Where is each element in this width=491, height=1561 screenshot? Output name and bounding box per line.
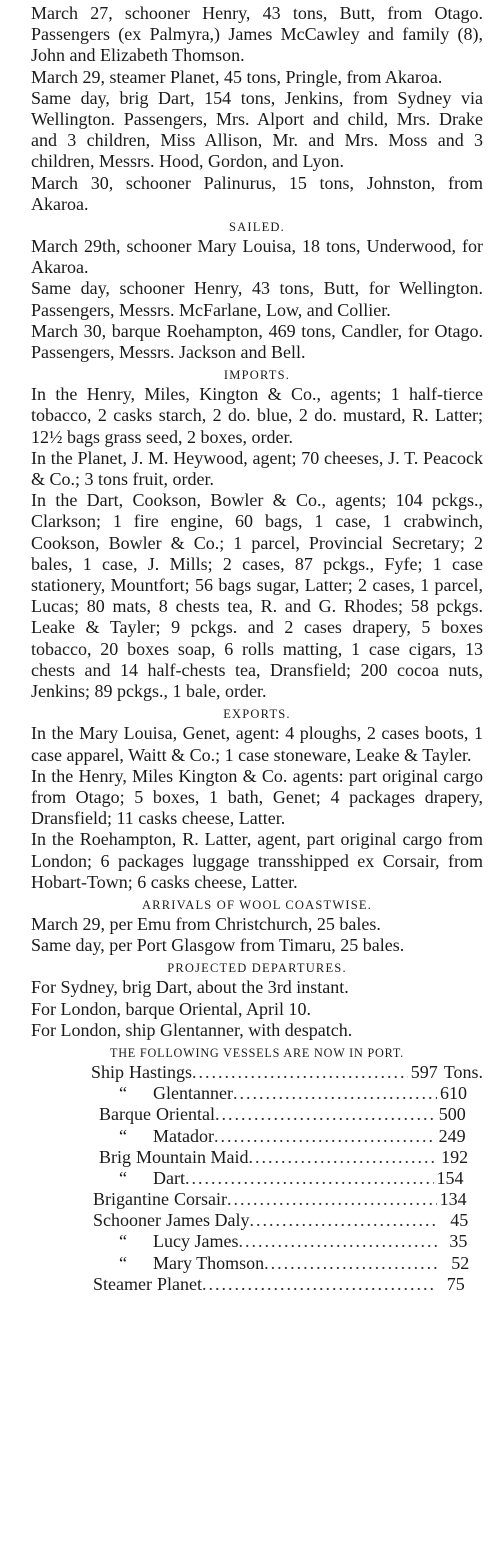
departure-entry: For London, barque Oriental, April 10. <box>31 998 311 1019</box>
wool-section <box>31 897 483 956</box>
vessel-tonnage: 45 <box>450 1210 469 1231</box>
dot-leader <box>233 1083 437 1104</box>
vessel-type: “ <box>119 1125 127 1146</box>
sailed-entry: March 29th, schooner Mary Louisa, 18 tons, Underwood, for Akaroa. <box>31 236 483 278</box>
dot-leader <box>249 1210 438 1231</box>
vessel-tonnage: 134 <box>439 1189 467 1210</box>
dot-leader <box>238 1231 437 1252</box>
arrival-entry: March 30, schooner Palinurus, 15 tons, Johnston, from Akaroa. <box>31 172 483 214</box>
sailed-section <box>31 219 483 363</box>
vessel-type: “ <box>119 1252 127 1273</box>
dot-leader <box>214 1126 436 1147</box>
export-entry: In the Roehampton, R. Latter, agent, part original cargo from London; 6 packages luggage transshipped ex Corsair, from Hobart-Town; 6 casks cheese, Latter. <box>31 829 483 892</box>
projected-departures-heading: PROJECTED DEPARTURES. <box>167 961 347 976</box>
vessel-tonnage: 75 <box>446 1273 465 1294</box>
vessels-in-port-list <box>31 1062 483 1295</box>
arrivals-section <box>31 3 483 215</box>
wool-entry: March 29, per Emu from Christchurch, 25 bales. <box>31 913 381 934</box>
vessels-in-port-section <box>31 1045 483 1295</box>
departure-entry: For London, ship Glentanner, with despatch. <box>31 1019 353 1040</box>
departure-entry: For Sydney, brig Dart, about the 3rd instant. <box>31 977 349 998</box>
vessel-row <box>31 1062 483 1083</box>
sailed-heading: SAILED. <box>229 220 285 235</box>
vessel-row <box>31 1189 483 1210</box>
sailed-entry: March 30, barque Roehampton, 469 tons, Candler, for Otago. Passengers, Messrs. Jackson and Bell. <box>31 320 483 363</box>
vessel-name: Planet <box>156 1273 202 1294</box>
vessel-type: Steamer <box>93 1273 152 1294</box>
vessel-tonnage: 610 <box>440 1083 467 1104</box>
vessels-in-port-heading: THE FOLLOWING VESSELS ARE NOW IN PORT. <box>109 1045 405 1060</box>
vessel-row <box>31 1126 483 1147</box>
vessel-type: Ship <box>91 1061 125 1082</box>
vessel-name: Dart <box>153 1167 185 1188</box>
vessel-row <box>31 1231 483 1252</box>
dot-leader <box>215 1104 436 1125</box>
vessel-name: Hastings <box>129 1061 193 1082</box>
vessel-type: Schooner <box>93 1210 161 1231</box>
vessel-name: James Daly <box>165 1210 250 1231</box>
export-entry: In the Mary Louisa, Genet, agent: 4 ploughs, 2 cases boots, 1 case apparel, Waitt & Co.; 1 case stoneware, Leake & Tayler. <box>31 723 483 765</box>
exports-heading: EXPORTS. <box>223 707 291 722</box>
vessel-type: “ <box>119 1231 127 1252</box>
imports-heading: IMPORTS. <box>223 368 291 383</box>
vessel-type: “ <box>119 1083 127 1104</box>
vessel-row <box>31 1083 483 1104</box>
vessel-name: Lucy James <box>153 1231 239 1252</box>
wool-heading: ARRIVALS OF WOOL COASTWISE. <box>141 897 373 912</box>
arrival-entry: March 27, schooner Henry, 43 tons, Butt, from Otago. Passengers (ex Palmyra,) James McCawley and family (8), John and Elizabeth Thomson. <box>31 3 483 66</box>
vessel-row <box>31 1168 483 1189</box>
vessel-tonnage: 154 <box>436 1167 464 1188</box>
dot-leader <box>202 1274 435 1295</box>
vessel-name: Corsair <box>173 1189 227 1210</box>
vessel-tonnage: 249 <box>438 1125 466 1146</box>
vessel-row <box>31 1104 483 1125</box>
dot-leader <box>227 1189 437 1210</box>
vessel-row <box>31 1147 483 1168</box>
vessel-tonnage: 500 <box>438 1104 466 1125</box>
vessel-tonnage: 35 <box>449 1231 468 1252</box>
vessel-type: Barque <box>99 1104 151 1125</box>
imports-section <box>31 367 483 702</box>
vessel-name: Mary Thomson <box>153 1252 265 1273</box>
dot-leader <box>192 1062 408 1083</box>
dot-leader <box>249 1147 439 1168</box>
vessel-tonnage: 192 <box>441 1146 469 1167</box>
dot-leader <box>264 1253 439 1274</box>
dot-leader <box>185 1168 434 1189</box>
import-entry: In the Planet, J. M. Heywood, agent; 70 cheeses, J. T. Peacock & Co.; 3 tons fruit, order. <box>31 447 483 490</box>
import-entry: In the Henry, Miles, Kington & Co., agents; 1 half-tierce tobacco, 2 casks starch, 2 do. blue, 2 do. mustard, R. Latter; 12½ bags grass seed, 2 boxes, order. <box>31 384 483 447</box>
projected-departures-section <box>31 960 483 1041</box>
import-entry: In the Dart, Cookson, Bowler & Co., agents; 104 pckgs., Clarkson; 1 fire engine, 60 bags, 1 case, 1 crabwinch, Cookson, Bowler & Co.; 1 parcel, Provincial Secretary; 2 bales, 1 case, J. Mills; 2 cases, 87 pckgs., Fyfe; 1 case stationery, Mountfort; 56 bags sugar, Latter; 2 cases, 1 parcel, Lucas; 80 mats, 8 chests tea, R. and G. Rhodes; 58 pckgs. Leake & Tayler; 9 pckgs. and 2 cases drapery, 5 boxes tobacco, 20 boxes soap, 6 rolls matting, 1 case cigars, 13 chests and 14 half-chests tea, Dransfield; 200 cocoa nuts, Jenkins; 89 pckgs., 1 bale, order. <box>31 490 483 702</box>
exports-section <box>31 706 483 893</box>
sailed-entry: Same day, schooner Henry, 43 tons, Butt, for Wellington. Passengers, Messrs. McFarlane, Low, and Collier. <box>31 278 483 320</box>
tonnage-unit: Tons. <box>443 1061 483 1082</box>
vessel-name: Mountain Maid <box>136 1146 249 1167</box>
vessel-name: Matador <box>153 1125 214 1146</box>
vessel-name: Oriental <box>155 1104 215 1125</box>
wool-entry: Same day, per Port Glasgow from Timaru, 25 bales. <box>31 935 405 956</box>
export-entry: In the Henry, Miles Kington & Co. agents: part original cargo from Otago; 5 boxes, 1 bath, Genet; 4 packages drapery, Dransfield; 11 casks cheese, Latter. <box>31 765 483 829</box>
vessel-tonnage: 52 <box>451 1252 470 1273</box>
vessel-type: Brigantine <box>93 1189 169 1210</box>
vessel-row <box>31 1253 483 1274</box>
vessel-row <box>31 1210 483 1231</box>
vessel-type: Brig <box>99 1146 132 1167</box>
vessel-tonnage: 597 <box>410 1061 438 1082</box>
vessel-name: Glentanner <box>153 1083 233 1104</box>
vessel-type: “ <box>119 1167 127 1188</box>
vessel-row <box>31 1274 483 1295</box>
arrival-entry: Same day, brig Dart, 154 tons, Jenkins, from Sydney via Wellington. Passengers, Mrs. Alport and child, Mrs. Drake and 3 children, Miss Allison, Mr. and Mrs. Moss and 3 children, Messrs. Hood, Gordon, and Lyon. <box>31 87 483 172</box>
arrival-entry: March 29, steamer Planet, 45 tons, Pringle, from Akaroa. <box>31 66 443 87</box>
